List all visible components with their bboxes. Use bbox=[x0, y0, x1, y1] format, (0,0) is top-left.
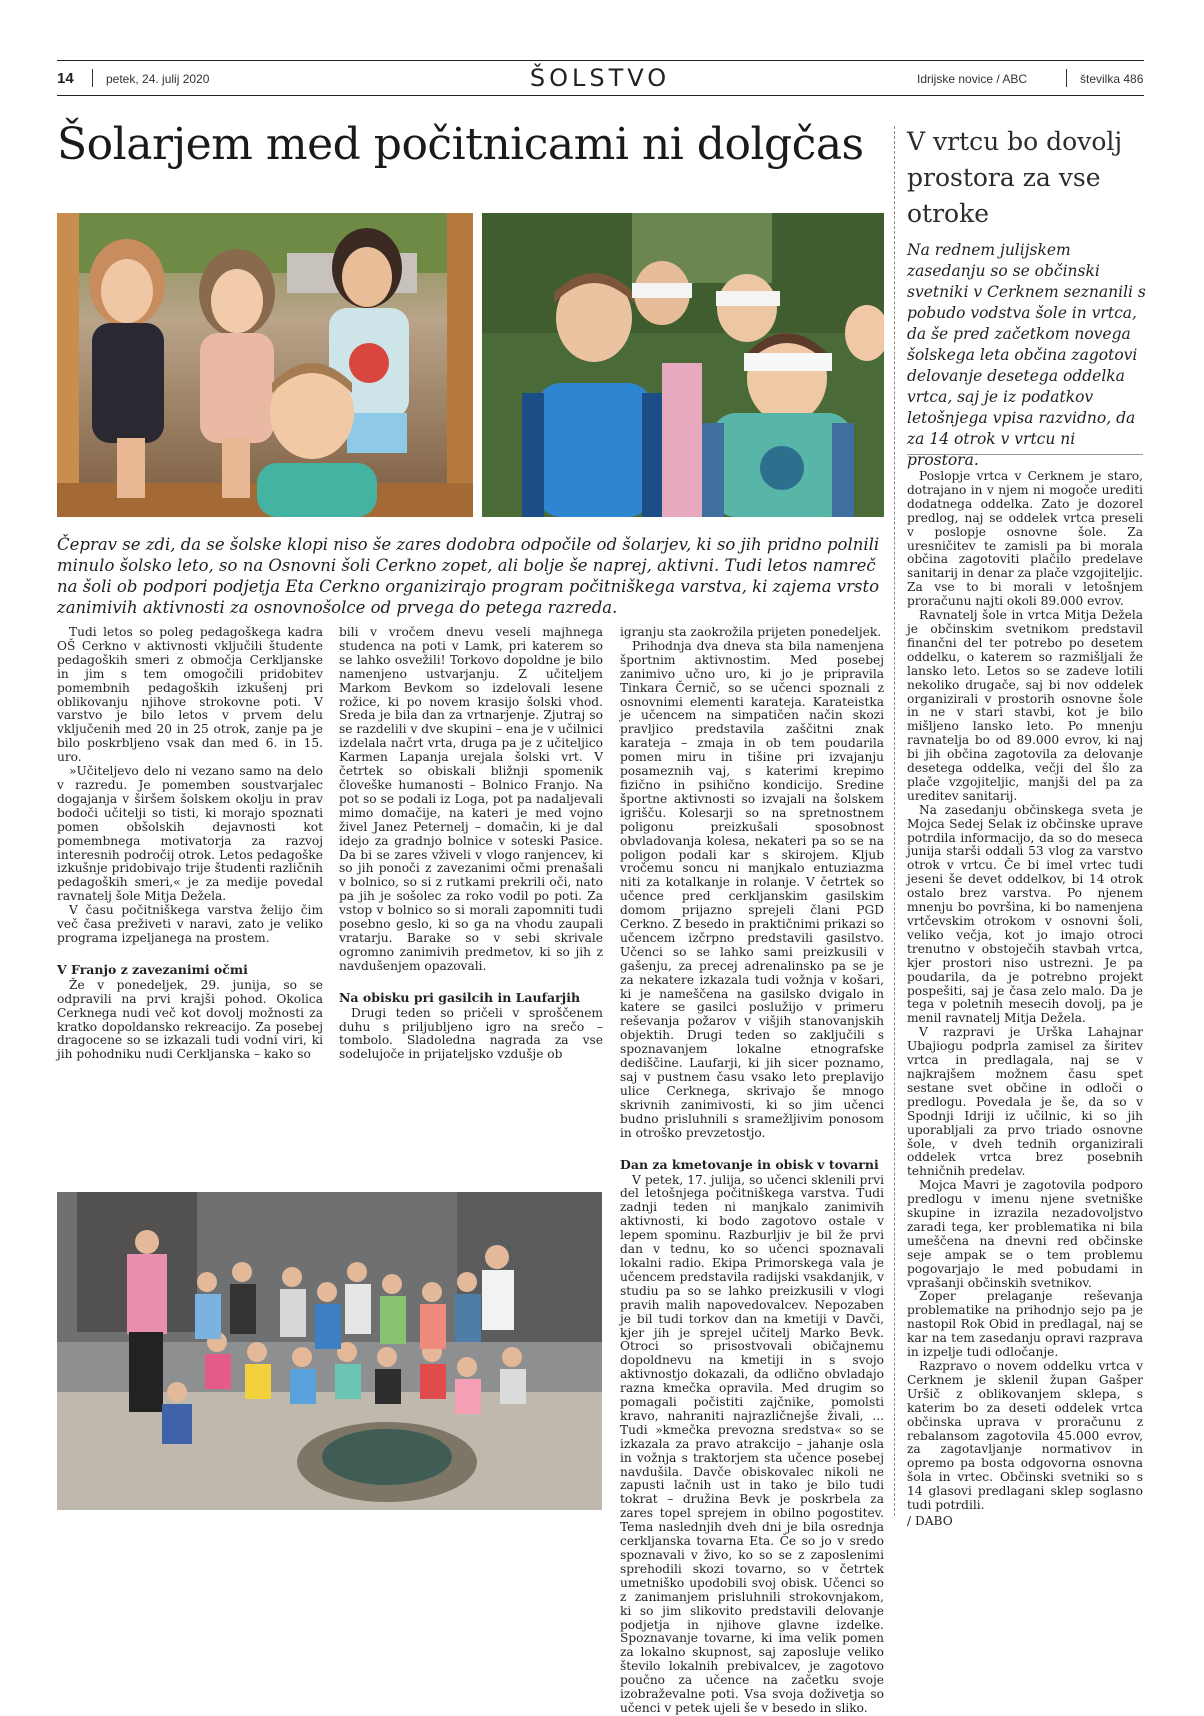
paragraph-continued: bili v vročem dnevu veseli majhnega studenca na poti v Lamk, pri katerem so se lahko osvežili! Torkovo dopoldne je bilo namenjeno ustvarjanju. Z učiteljem Markom Bevkom so izdelovali lesene rožice, ki po novem krasijo šolski vhod. Sreda je bila dan za vrtnarjenje. Zjutraj so se razdelili v dve skupini – ena je v učilnici izdelala načrt vrta, druga pa je z učiteljico Karmen Lapanja urejala šolski vrt. V četrtek so obiskali bližnji spomenik človeške humanosti – Bolnico Franjo. Na pot so se podali iz Loga, pot pa nadaljevali mimo domačije, na kateri je med vojno živel Janez Peternelj – domačin, ki je dal idejo za gradnjo bolnice v soteski Pasice. Da bi se zares vživeli v vlogo ranjencev, ki so jih ponoči z zavezanimi očmi prenašali v bolnico, so si z rutkami prekrili oči, nato pa jih je sošolec za roko vodil po poti. Za vstop v bolnico so si morali zapomniti tudi posebno geslo, ki so ga na vhodu zaupali vratarju. Barake so v sebi skrivale ogromno zanimivih predmetov, ki so jih z navdušenjem opazovali. bbox=[339, 625, 603, 973]
paragraph: Ravnatelj šole in vrtca Mitja Dežela je občinskim svetnikom predstavil finančni del ter potrebo po desetem oddelku, o katerem so razmišljali že lansko leto. Letos so se zadeve lotili nekoliko drugače, saj bi nov oddelek organizirali v prostorih osnovne šole in ne v stari stavbi, kot je bilo mišljeno lansko leto. Po mnenju ravnatelja bo od 89.000 evrov, ki naj bi jih občina zagotovila za delovanje desetega oddelka, večji del šlo za plače vzgojiteljic, manjši del pa za ureditev sanitarij. bbox=[907, 608, 1143, 803]
paragraph: Zoper prelaganje reševanja problematike na prihodnjo sejo pa je nastopil Rok Obid in predlagal, naj se kar na tem zasedanju opravi razprava in izpelje tudi odločanje. bbox=[907, 1289, 1143, 1360]
paragraph: V času počitniškega varstva želijo čim več časa preživeti v naravi, zato je veliko programa izpeljanega na prostem. bbox=[57, 903, 323, 945]
sidebar-body bbox=[907, 470, 1143, 1529]
paragraph: Na zasedanju občinskega sveta je Mojca Sedej Selak iz občinske uprave potrdila informacijo, da so do meseca junija starši oddali 53 vlog za varstvo otrok v vrtcu. Če bi imel vrtec tudi jeseni še devet oddelkov, bi 14 otrok ostalo brez varstva. Po njenem mnenju bo površina, ki bo namenjena vrtčevskim otrokom v osnovni šoli, veliko večja, kot jo imajo otroci trenutno v obstoječih stavbah vrtca, kjer prostori niso ustrezni. Je pa poudarila, da je potrebno projekt pospešiti, saj je časa zelo malo. Da je tega v poletnih mesecih dovolj, pa je menil ravnatelj Mitja Dežela. bbox=[907, 802, 1143, 1026]
photo-blindfolded-children bbox=[482, 213, 884, 517]
article-lead: Čeprav se zdi, da se šolske klopi niso še zares dodobra odpočile od šolarjev, ki so jih pridno polnili minulo šolsko leto, so na Osnovni šoli Cerkno zopet, ali bolje še naprej, aktivni. Tudi letos namreč na šoli ob podpori podjetja Eta Cerkno organizirajo program počitniškega varstva, ki zajema vrsto zanimivih aktivnosti za osnovnošolce od prvega do petega razreda. bbox=[57, 535, 880, 617]
article-column-1 bbox=[57, 626, 323, 1062]
section-title: ŠOLSTVO bbox=[529, 64, 671, 92]
subheading: Na obisku pri gasilcih in Laufarjih bbox=[339, 989, 581, 1005]
photo-children-bench bbox=[57, 213, 473, 517]
paragraph: Poslopje vrtca v Cerknem je staro, dotrajano in v njem ni mogoče urediti dodatnega oddelka. Zato je dozorel predlog, naj se oddelek vrtca preseli v poslopje osnovne šole. Za uresničitev te zamisli pa bi morala občina zagotoviti plačilo predelave sanitarij in denar za plače vzgojiteljic. Za vse to bi morali v letošnjem proračunu najti okoli 89.000 evrov. bbox=[907, 469, 1143, 609]
paragraph: V petek, 17. julija, so učenci sklenili prvi del letošnjega počitniškega varstva. Tudi zadnji teden ni manjkalo zanimivih aktivnosti, ki bodo zagotovo ostale v lepem spominu. Razburljiv je bil že prvi dan v tednu, ko so učenci spoznavali lokalni radio. Ekipa Primorskega vala je učencem predstavila radijski vsakdanjik, v studiu pa so se lahko preizkusili v vlogi pravih malih napovedovalcev. Nepozaben je bil tudi torkov dan na kmetiji v Davči, kjer jih je sprejel učitelj Marko Bevk. Otroci so prisostvovali običajnemu dopoldnevu na kmetiji in s svojo aktivnostjo dokazali, da odlično obvladajo razna kmečka opravila. Med drugim so pomagali počistiti zajčnike, pomolsti kravo, nahraniti najrazličnejše živali, ... Tudi »kmečka prevozna sredstva« so se izkazala za pravo atrakcijo – jahanje osla in vožnja s traktorjem sta učence posebej navdušila. Davče obiskovalec nikoli ne zapusti lačnih ust in tako je bilo tudi tokrat – družina Bevk je poskrbela za zares topel sprejem in obilno pogostitev. Tema naslednjih dveh dni je bila osrednja cerkljanska tovarna Eta. Če so jo v sredo spoznavali v živo, ko so se z zaposlenimi sprehodili skozi tovarno, so v četrtek umetniško upodobili svoj obisk. Učenci so z zanimanjem prisluhnili strokovnjakom, ki so jim slikovito predstavili delovanje podjetja in njihove glavne izdelke. Spoznavanje tovarne, ki ima velik pomen za lokalno skupnost, saj zaposluje veliko število lokalnih prebivalcev, je zagotovo poučno za učence na začetku svoje izobraževalne poti. Vsa svoja doživetja so učenci v petek ujeli še v besedo in sliko. bbox=[620, 1172, 884, 1715]
paragraph: Prihodnja dva dneva sta bila namenjena športnim aktivnostim. Med posebej zanimivo učno uro, ki jo je pripravila Tinkara Černič, so se učenci spoznali z osnovnimi elementi karateja. Karateistka je učencem na simpatičen način skozi pravljico predstavila zaščitni znak karateja – zmaja in ob tem poudarila pomen miru in tišine pri izvajanju posameznih vaj, s katerimi krepimo fizično in psihično kondicijo. Sredine športne aktivnosti so izvajali na šolskem igrišču. Kolesarji so na spretnostnem poligonu preizkušali sposobnost obvladovanja kolesa, nekateri pa so se na poligon podali kar s skirojem. Kljub vročemu soncu ni manjkalo entuziazma niti za kotalkanje in rolanje. V četrtek so učence pred cerkljanskim gasilskim domom prijazno sprejeli člani PGD Cerkno. Z besedo in praktičnimi prikazi so učencem izčrpno predstavili gasilstvo. Učenci so se lahko sami preizkusili v gašenju, za precej adrenalinsko pa se je za nekatere izkazala tudi vožnja v košari, ki je nameščena na gasilsko dvigalo in katere se gasilci poslužijo v primeru reševanja požarov v višjih stanovanjskih objektih. Drugi teden so zaključili s spoznavanjem lokalne etnografske dediščine. Laufarji, ki jih sicer poznamo, saj v pustnem času vsako leto preplavijo ulice Cerknega, skrivajo še mnogo skrivnih zanimivosti, ki so jim učenci budno prisluhnili s sramežljivim ponosom in otroško prevzetostjo. bbox=[620, 638, 884, 1140]
paragraph: Mojca Mavri je zagotovila podporo predlogu v imenu njene svetniške skupine in izrazila nezadovoljstvo zaradi tega, ker problematika ni bila umeščena na dnevni red občinske seje ampak se o tem problemu pogovarjajo le med pobudami in vprašanji občinskih svetnikov. bbox=[907, 1178, 1143, 1290]
sidebar-headline: V vrtcu bo dovolj prostora za vse otroke bbox=[907, 127, 1123, 228]
header-divider bbox=[92, 69, 93, 87]
article-headline: Šolarjem med počitnicami ni dolgčas bbox=[57, 119, 864, 170]
paragraph: Tudi letos so poleg pedagoškega kadra OŠ Cerkno v aktivnosti vključili študente pedagoških smeri z območja Cerkljanske in jim s tem omogočili pridobitev pomembnih pedagoških izkušenj pri oblikovanju njihove strokovne poti. V varstvo je bilo letos v prvem delu vključenih med 20 in 25 otrok, zanje pa je bilo poskrbljeno vsak dan med 6. in 15. uro. bbox=[57, 625, 323, 765]
page-number: 14 bbox=[57, 70, 74, 87]
author-signature: / DABO bbox=[907, 1513, 953, 1528]
article-column-3 bbox=[620, 626, 884, 1716]
publication-name: Idrijske novice / ABC bbox=[917, 72, 1028, 86]
photo-group-outdoors bbox=[57, 1192, 602, 1510]
subheading: Dan za kmetovanje in obisk v tovarni bbox=[620, 1156, 879, 1172]
paragraph: »Učiteljevo delo ni vezano samo na delo v razredu. Je pomemben soustvarjalec dogajanja v širšem šolskem okolju in prav bodoči učitelji so tisti, ki morajo spoznati pomen obšolskih dejavnosti kot pomembnega motivatorja za razvoj interesnih področij otrok. Letos pedagoške izkušnje pridobivajo trije študenti različnih pedagoških smeri,« je za medije povedal ravnatelj šole Mitja Dežela. bbox=[57, 764, 323, 904]
paragraph: Drugi teden so pričeli v sproščenem duhu s priljubljeno igro na srečo – tombolo. Sladoledna nagrada za vse sodelujoče in prijateljsko vzdušje ob bbox=[339, 1005, 603, 1062]
paragraph: Že v ponedeljek, 29. junija, so se odpravili na prvi krajši pohod. Okolica Cerknega nudi več kot dovolj možnosti za kratko dopoldansko rekreacijo. Za posebej dragocene so se izkazali tudi vodni viri, ki jih pohodniku nudi Cerkljanska – kako so bbox=[57, 977, 323, 1062]
issue-date: petek, 24. julij 2020 bbox=[106, 72, 210, 86]
issue-number: številka 486 bbox=[1080, 72, 1144, 86]
paragraph-continued: igranju sta zaokrožila prijeten ponedeljek. bbox=[620, 625, 882, 639]
article-column-2 bbox=[339, 626, 603, 1062]
header-divider bbox=[1066, 69, 1067, 87]
subheading: V Franjo z zavezanimi očmi bbox=[57, 961, 248, 977]
paragraph: Razpravo o novem oddelku vrtca v Cerknem je sklenil župan Gašper Uršič z oblikovanjem sklepa, s katerim bo za deseti oddelek vrtca občinska uprava v proračunu z rebalansom zagotovila 45.000 evrov, za zagotavljanje normativov in opremo pa bosta odgovorna osnovna šola in vrtec. Občinski svetniki so s 14 glasovi predlagani sklep soglasno tudi potrdili. bbox=[907, 1359, 1143, 1513]
sidebar-rule bbox=[907, 454, 1143, 455]
sidebar-divider bbox=[894, 126, 895, 1516]
paragraph: V razpravi je Urška Lahajnar Ubajiogu podprla zamisel za širitev vrtca in predlagala, naj se v najkrajšem možnem času spet sestane svet občine in odloči o predlogu. Povedala je še, da so v Spodnji Idriji iz učilnic, ki so jih uporabljali za prvo triado osnovne šole, v dveh tednih organizirali oddelek vrtca brez posebnih tehničnih predelav. bbox=[907, 1025, 1143, 1179]
sidebar-lead: Na rednem julijskem zasedanju so se občinski svetniki v Cerknem seznanili s pobudo vodstva šole in vrtca, da še pred začetkom novega šolskega leta občina zagotovi delovanje desetega oddelka vrtca, saj je iz podatkov letošnjega vpisa razvidno, da za 14 otrok v vrtcu ni prostora. bbox=[907, 241, 1146, 469]
